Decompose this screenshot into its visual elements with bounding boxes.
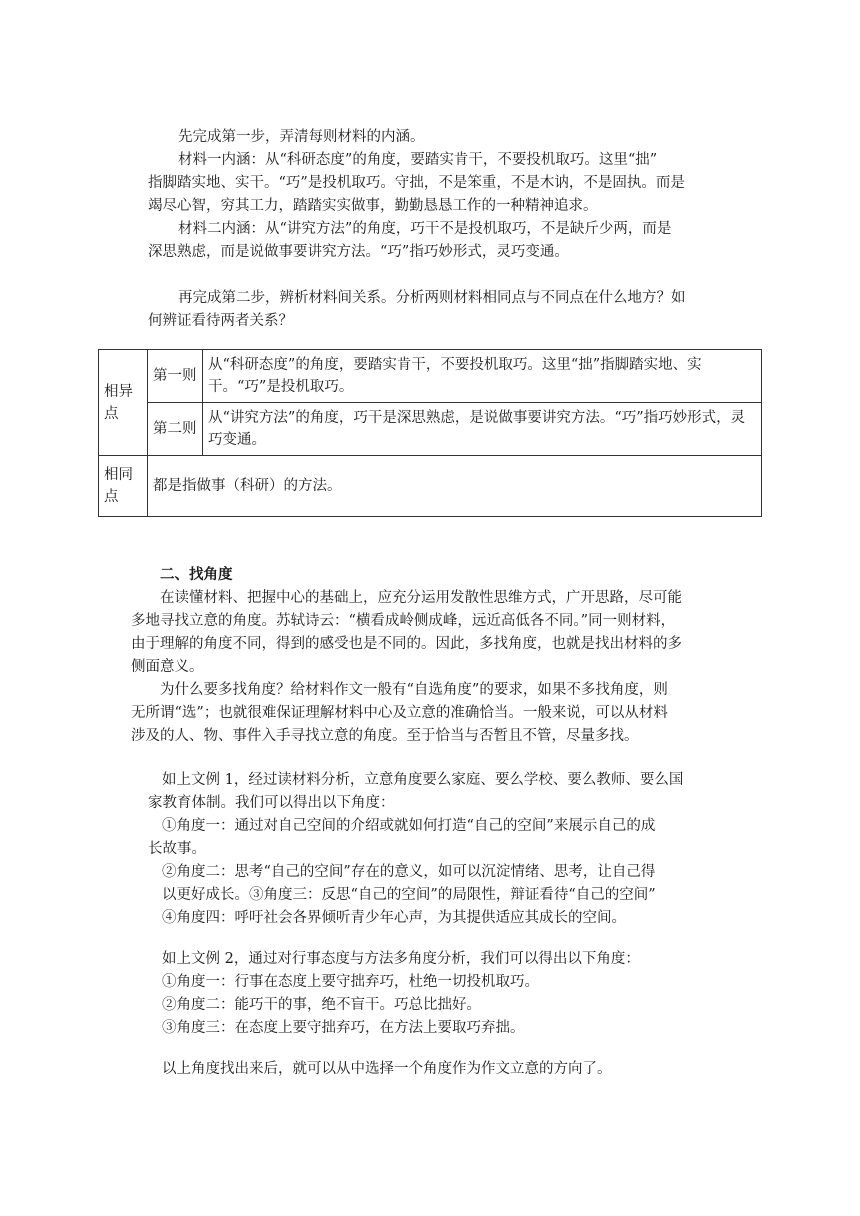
row-label: 第二则 (148, 403, 203, 456)
row-label: 第一则 (148, 350, 203, 403)
section-heading: 二、找角度 (160, 567, 233, 583)
table-row (99, 456, 762, 517)
conclusion-text: 以上角度找出来后，就可以从中选择一个角度作为作文立意的方向了。 (162, 1061, 612, 1077)
section2-p1-line-3: 由于理解的角度不同，得到的感受也是不同的。因此，多找角度，也就是找出材料的多 (131, 636, 682, 652)
section2-p2-line-3: 涉及的人、物、事件入手寻找立意的角度。至于恰当与否暂且不管，尽量多找。 (131, 728, 639, 744)
angle-item: ②角度二：能巧干的事，绝不盲干。巧总比拙好。 (162, 997, 481, 1013)
angle-item-continued: 以更好成长。③角度三：反思“自己的空间”的局限性，辩证看待“自己的空间” (162, 887, 656, 903)
material2-line-2: 深思熟虑，而是说做事要讲究方法。“巧”指巧妙形式，灵巧变通。 (148, 244, 569, 260)
row-text: 从“科研态度”的角度，要踏实肯干，不要投机取巧。这里“拙”指脚踏实地、实干。“巧”是投机取巧。 (203, 350, 762, 403)
angle-item: ④角度四：呼吁社会各界倾听青少年心声，为其提供适应其成长的空间。 (162, 910, 626, 926)
section2-p1-line-1: 在读懂材料、把握中心的基础上，应充分运用发散性思维方式，广开思路，尽可能 (160, 590, 682, 606)
angle-item-continued: 长故事。 (148, 841, 206, 857)
angle-item: ①角度一：通过对自己空间的介绍或就如何打造“自己的空间”来展示自己的成 (162, 818, 656, 834)
example2-line-1: 如上文例 2，通过对行事态度与方法多角度分析，我们可以得出以下角度： (162, 951, 640, 967)
angle-item: ②角度二：思考“自己的空间”存在的意义，如可以沉淀情绪、思考，让自己得 (162, 864, 656, 880)
material1-line-2: 指脚踏实地、实干。“巧”是投机取巧。守拙，不是笨重，不是木讷，不是固执。而是 (148, 175, 685, 191)
example1-line-1: 如上文例 1，经过读材料分析，立意角度要么家庭、要么学校、要么教师、要么国 (162, 772, 684, 788)
section2-p2-line-1: 为什么要多找角度？给材料作文一般有“自选角度”的要求，如果不多找角度，则 (160, 682, 668, 698)
section2-p1-line-4: 侧面意义。 (131, 659, 204, 675)
step1-intro: 先完成第一步，弄清每则材料的内涵。 (178, 129, 425, 145)
comparison-table (98, 349, 762, 517)
table-row (99, 350, 762, 403)
material1-line-3: 竭尽心智，穷其工力，踏踏实实做事，勤勤恳恳工作的一种精神追求。 (148, 198, 598, 214)
section2-p2-line-2: 无所谓“选”；也就很难保证理解材料中心及立意的准确恰当。一般来说，可以从材料 (131, 705, 668, 721)
material2-line-1: 材料二内涵：从“讲究方法”的角度，巧干不是投机取巧，不是缺斤少两，而是 (178, 221, 672, 237)
step2-line-2: 何辨证看待两者关系？ (148, 313, 293, 329)
row-text: 从“讲究方法”的角度，巧干是深思熟虑，是说做事要讲究方法。“巧”指巧妙形式，灵巧变通。 (203, 403, 762, 456)
angle-item: ③角度三：在态度上要守拙弃巧，在方法上要取巧弃拙。 (162, 1020, 525, 1036)
example1-line-2: 家教育体制。我们可以得出以下角度： (148, 795, 395, 811)
angle-item: ①角度一：行事在态度上要守拙弃巧，杜绝一切投机取巧。 (162, 974, 539, 990)
diff-label-cell: 相异点 (99, 350, 148, 456)
section2-p1-line-2: 多地寻找立意的角度。苏轼诗云：“横看成岭侧成峰，远近高低各不同。”同一则材料， (131, 613, 676, 629)
same-text-cell: 都是指做事（科研）的方法。 (148, 456, 762, 517)
same-label-cell: 相同点 (99, 456, 148, 517)
material1-line-1: 材料一内涵：从“科研态度”的角度，要踏实肯干，不要投机取巧。这里“拙” (178, 152, 658, 168)
table-row (99, 403, 762, 456)
step2-line-1: 再完成第二步，辨析材料间关系。分析两则材料相同点与不同点在什么地方？如 (178, 290, 686, 306)
